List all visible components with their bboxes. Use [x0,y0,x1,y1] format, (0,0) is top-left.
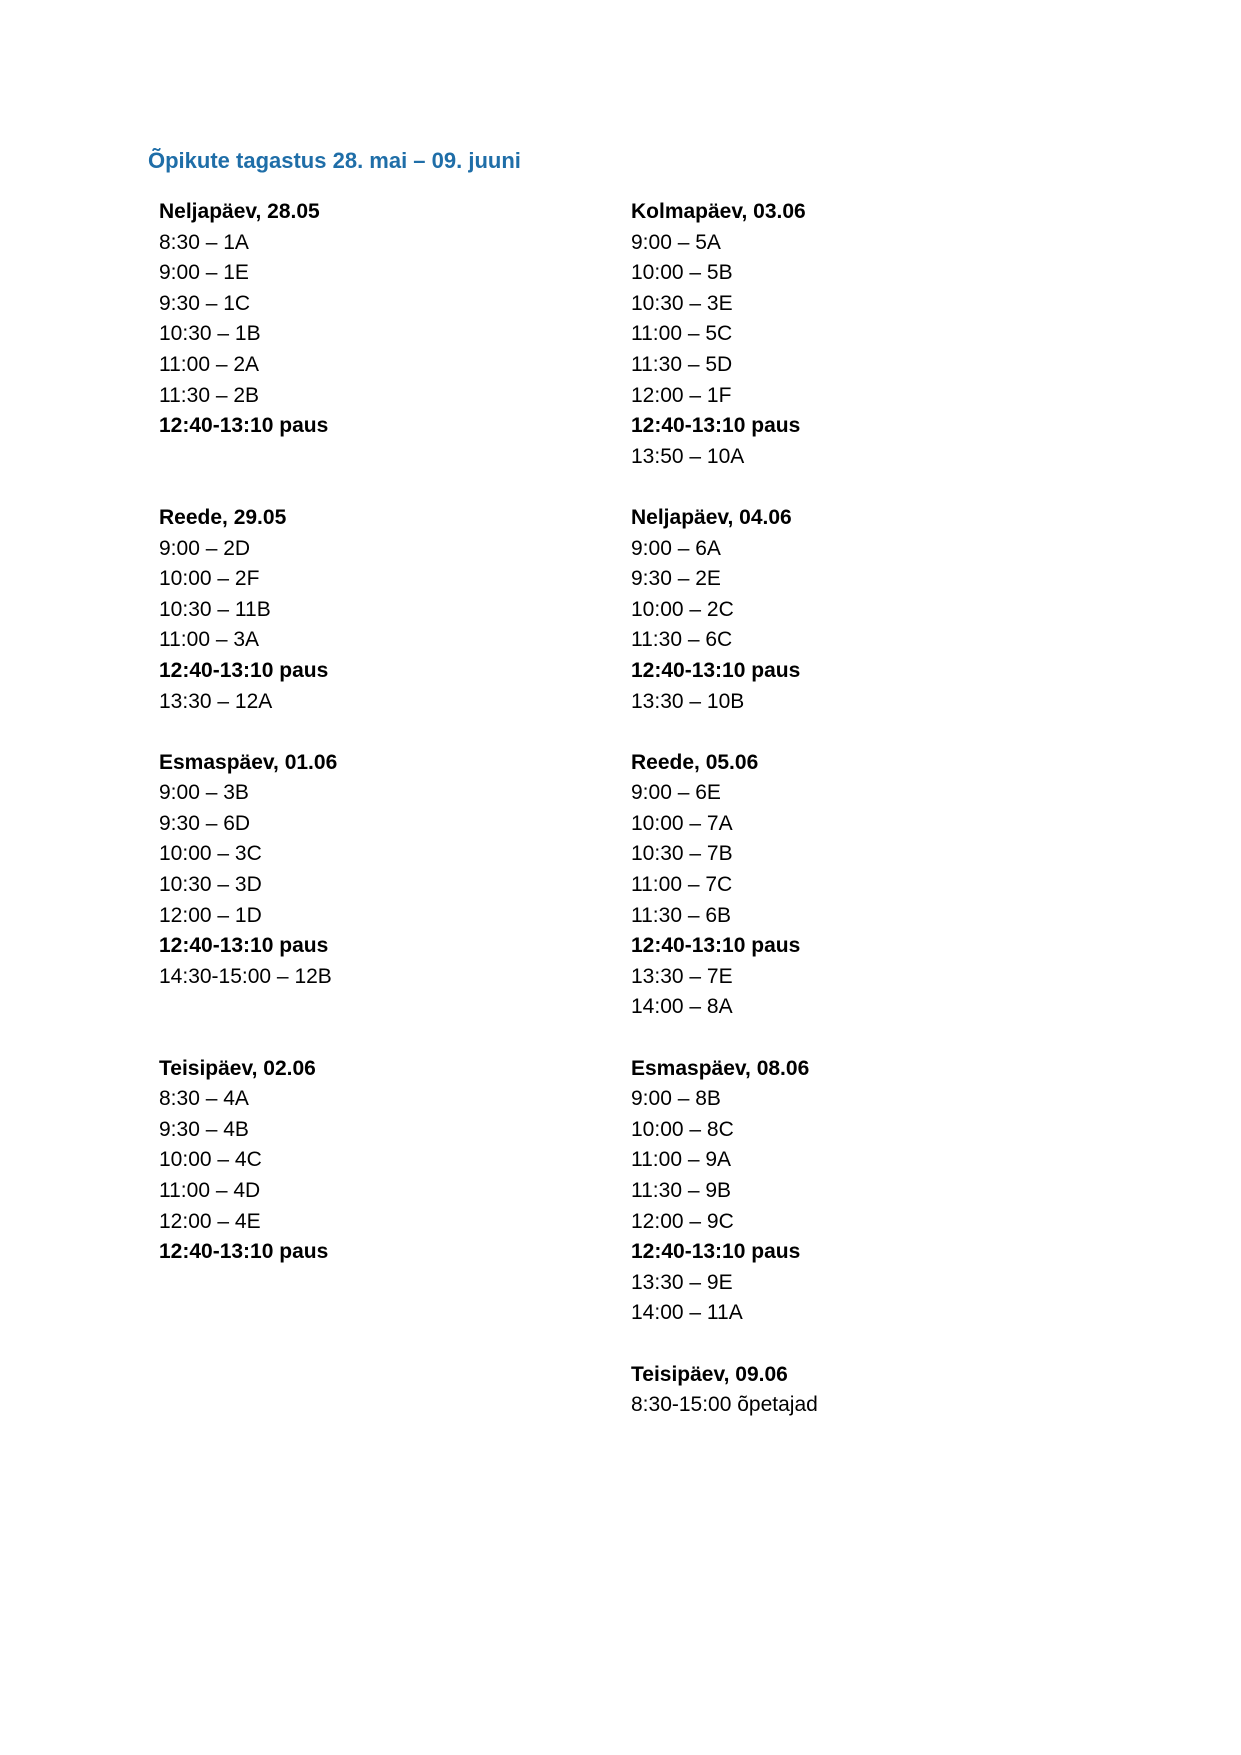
schedule-entry: 11:30 – 6B [631,903,732,927]
schedule-entry: 9:00 – 2D [159,536,251,560]
schedule-entry: 14:00 – 8A [631,995,733,1019]
schedule-entry: 12:00 – 1F [631,383,732,407]
pause-entry: 12:40-13:10 paus [159,934,329,958]
schedule-entry: 9:00 – 6A [631,536,721,560]
schedule-entry: 8:30-15:00 õpetajad [631,1393,818,1417]
schedule-entry: 11:00 – 9A [631,1148,732,1172]
schedule-entry: 11:00 – 4D [159,1179,261,1202]
blank-line [631,717,1071,748]
schedule-entry: 9:30 – 4B [159,1117,249,1141]
blank-line [631,1329,1071,1360]
schedule-entry: 10:00 – 2F [159,567,260,591]
schedule-entry: 10:30 – 3D [159,873,262,897]
schedule-entry: 10:30 – 7B [631,842,733,866]
schedule-entry: 13:30 – 10B [631,689,745,713]
schedule-entry: 9:00 – 5A [631,230,721,254]
schedule-entry: 10:30 – 1B [159,322,261,346]
schedule-entry: 10:30 – 11B [159,597,271,621]
day-block [631,197,1071,503]
day-block [159,1054,599,1268]
schedule-entry: 9:30 – 2E [631,567,721,591]
day-block [631,503,1071,748]
day-title: Reede, 29.05 [159,505,287,529]
schedule-entry: 10:00 – 8C [631,1117,734,1141]
blank-line [159,1023,599,1054]
schedule-entry: 9:30 – 1C [159,291,251,315]
pause-entry: 12:40-13:10 paus [631,1240,801,1264]
schedule-entry: 11:30 – 6C [631,628,733,652]
day-title: Teisipäev, 02.06 [159,1056,316,1080]
blank-line [159,992,599,1023]
day-title: Teisipäev, 09.06 [631,1362,788,1386]
schedule-entry: 10:00 – 7A [631,811,733,835]
day-title: Reede, 05.06 [631,750,759,774]
schedule-entry: 12:00 – 9C [631,1209,734,1233]
schedule-entry: 14:30-15:00 – 12B [159,964,332,988]
schedule-entry: 10:00 – 3C [159,842,262,866]
schedule-column-right [631,197,1071,1421]
schedule-column-left [159,197,599,1268]
schedule-entry: 9:00 – 1E [159,261,249,285]
day-block [631,1360,1071,1421]
day-title: Neljapäev, 04.06 [631,505,792,529]
blank-line [159,442,599,473]
day-title: Esmaspäev, 01.06 [159,750,338,774]
blank-line [159,717,599,748]
schedule-entry: 12:00 – 1D [159,903,262,927]
day-title: Neljapäev, 28.05 [159,200,320,223]
schedule-entry: 14:00 – 11A [631,1301,743,1325]
pause-entry: 12:40-13:10 paus [631,934,801,958]
schedule-entry: 12:00 – 4E [159,1209,261,1233]
schedule-entry: 11:00 – 5C [631,322,733,346]
schedule-entry: 13:30 – 7E [631,964,733,988]
schedule-entry: 10:00 – 5B [631,261,733,285]
schedule-entry: 13:50 – 10A [631,444,745,468]
schedule-entry: 9:30 – 6D [159,811,251,835]
page-title: Õpikute tagastus 28. mai – 09. juuni [148,148,521,173]
blank-line [631,472,1071,503]
blank-line [631,1023,1071,1054]
schedule-entry: 10:00 – 4C [159,1148,262,1172]
schedule-entry: 10:30 – 3E [631,291,733,315]
schedule-entry: 11:30 – 2B [159,383,260,407]
day-block [631,1054,1071,1360]
schedule-entry: 11:00 – 7C [631,873,733,897]
pause-entry: 12:40-13:10 paus [631,658,801,682]
schedule-entry: 9:00 – 8B [631,1087,721,1111]
pause-entry: 12:40-13:10 paus [631,414,801,438]
day-block [159,197,599,503]
schedule-entry: 8:30 – 4A [159,1087,249,1111]
schedule-entry: 11:00 – 2A [159,352,260,376]
schedule-entry: 11:30 – 5D [631,352,733,376]
day-block [159,503,599,748]
pause-entry: 12:40-13:10 paus [159,414,329,438]
day-block [631,748,1071,1054]
schedule-entry: 9:00 – 3B [159,781,249,805]
schedule-entry: 8:30 – 1A [159,230,249,254]
schedule-entry: 13:30 – 12A [159,689,273,713]
pause-entry: 12:40-13:10 paus [159,658,329,682]
schedule-entry: 13:30 – 9E [631,1270,733,1294]
day-title: Kolmapäev, 03.06 [631,200,806,223]
day-title: Esmaspäev, 08.06 [631,1056,810,1080]
pause-entry: 12:40-13:10 paus [159,1240,329,1264]
schedule-entry: 11:30 – 9B [631,1179,732,1202]
schedule-entry: 9:00 – 6E [631,781,721,805]
schedule-entry: 10:00 – 2C [631,597,734,621]
blank-line [159,472,599,503]
schedule-entry: 11:00 – 3A [159,628,260,652]
day-block [159,748,599,1054]
